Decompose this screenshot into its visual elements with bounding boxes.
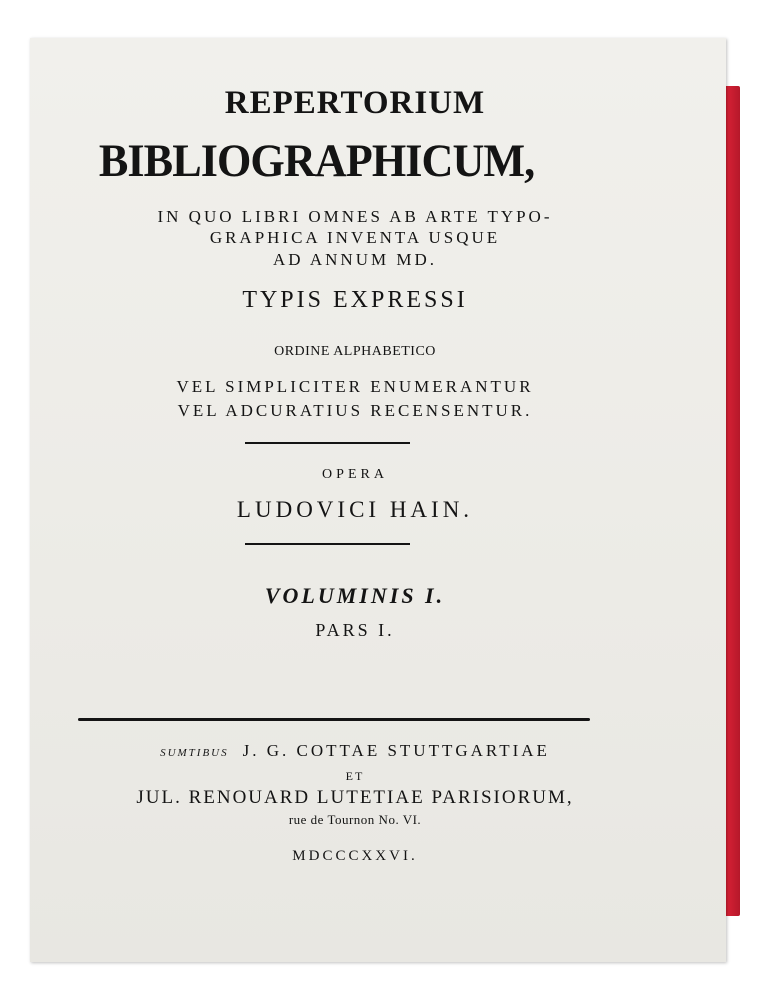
publication-year: MDCCCXXVI.	[292, 848, 418, 864]
title-page	[30, 38, 726, 962]
sumtibus-label: SUMTIBUS	[160, 747, 229, 759]
imprint-rule	[78, 718, 590, 721]
publisher-address: rue de Tournon No. VI.	[288, 812, 422, 827]
et-label: ET	[345, 769, 365, 783]
divider-rule	[245, 442, 410, 444]
subtitle-line-2: GRAPHICA INVENTA USQUE	[209, 228, 501, 247]
part-label: PARS I.	[315, 620, 395, 640]
vel-line-1: VEL SIMPLICITER ENUMERANTUR	[176, 377, 534, 396]
vel-line-2: VEL ADCURATIUS RECENSENTUR.	[177, 401, 533, 420]
author-name: LUDOVICI HAIN.	[236, 497, 474, 522]
subtitle-line-1: IN QUO LIBRI OMNES AB ARTE TYPO-	[157, 207, 553, 226]
divider-rule	[245, 543, 410, 545]
subtitle-line-3: AD ANNUM MD.	[273, 250, 437, 269]
publisher-cotta: J. G. COTTAE STUTTGARTIAE	[242, 741, 550, 760]
title-line-1: REPERTORIUM	[224, 85, 486, 121]
volume-label: VOLUMINIS I.	[264, 583, 446, 608]
opera-label: OPERA	[322, 467, 388, 482]
typis-expressi: TYPIS EXPRESSI	[242, 287, 468, 313]
imprint-line-1	[30, 741, 680, 761]
title-line-2: BIBLIOGRAPHICUM,	[98, 135, 535, 187]
publisher-renouard: JUL. RENOUARD LUTETIAE PARISIORUM,	[136, 787, 574, 808]
ordine-alphabetico: ORDINE ALPHABETICO	[274, 344, 436, 359]
